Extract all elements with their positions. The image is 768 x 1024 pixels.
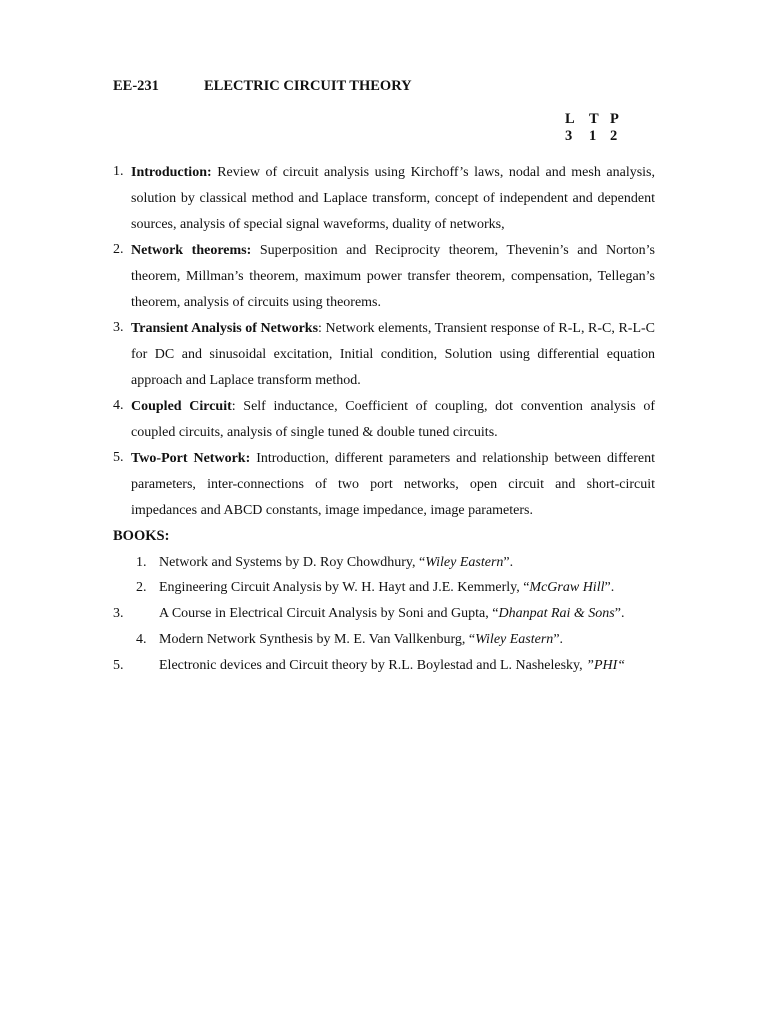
unit-title: Network theorems: xyxy=(131,243,252,258)
unit-text: Introduction, different parameters and relationship between different parameters, inter-connections of two port networks, open circuit and short-circuit impedances and ABCD constants, image impedance, image parameters. xyxy=(131,451,655,518)
course-code: EE-231 xyxy=(113,78,159,94)
syllabus-unit-1 xyxy=(113,160,655,238)
book-publisher: Wiley Eastern xyxy=(475,632,554,647)
book-number: 1. xyxy=(136,555,147,570)
unit-number: 4. xyxy=(113,398,124,413)
unit-title: Coupled Circuit xyxy=(131,399,232,414)
unit-paragraph xyxy=(131,316,655,394)
syllabus-unit-2 xyxy=(113,238,655,316)
book-publisher: Wiley Eastern xyxy=(425,555,504,570)
book-publisher: ”PHI“ xyxy=(586,658,626,673)
unit-number: 3. xyxy=(113,320,124,335)
ltp-value-p: 2 xyxy=(610,128,618,144)
book-publisher: McGraw Hill xyxy=(529,580,605,595)
book-number: 2. xyxy=(136,580,147,595)
book-text: Electronic devices and Circuit theory by R.L. Boylestad and L. Nashelesky, xyxy=(159,658,587,673)
unit-paragraph xyxy=(131,238,655,316)
book-entry xyxy=(159,580,614,596)
book-publisher: Dhanpat Rai & Sons xyxy=(498,606,615,621)
ltp-label-t: T xyxy=(589,111,599,127)
unit-paragraph xyxy=(131,394,655,446)
unit-number: 5. xyxy=(113,450,124,465)
book-end: ”. xyxy=(503,555,514,570)
unit-paragraph xyxy=(131,446,655,524)
book-end: ”. xyxy=(553,632,564,647)
ltp-label-p: P xyxy=(610,111,619,127)
unit-title: Transient Analysis of Networks xyxy=(131,321,319,336)
unit-number: 1. xyxy=(113,164,124,179)
syllabus-unit-4 xyxy=(113,394,655,446)
unit-number: 2. xyxy=(113,242,124,257)
book-entry xyxy=(159,606,624,622)
syllabus-unit-3 xyxy=(113,316,655,394)
book-entry xyxy=(159,632,563,648)
book-text: A Course in Electrical Circuit Analysis by Soni and Gupta, “ xyxy=(159,606,499,621)
book-entry xyxy=(159,658,625,674)
book-end: ”. xyxy=(614,606,625,621)
ltp-label-l: L xyxy=(565,111,575,127)
ltp-value-t: 1 xyxy=(589,128,597,144)
book-entry xyxy=(159,555,513,571)
unit-text: Superposition and Reciprocity theorem, Thevenin’s and Norton’s theorem, Millman’s theorem, maximum power transfer theorem, compensation, Tellegan’s theorem, analysis of circuits using theorems. xyxy=(131,243,655,310)
unit-title: Two-Port Network: xyxy=(131,451,251,466)
unit-paragraph xyxy=(131,160,655,238)
book-text: Modern Network Synthesis by M. E. Van Vallkenburg, “ xyxy=(159,632,476,647)
book-end: ”. xyxy=(604,580,615,595)
unit-text: Review of circuit analysis using Kirchoff’s laws, nodal and mesh analysis, solution by classical method and Laplace transform, concept of independent and dependent sources, analysis of special signal waveforms, duality of networks, xyxy=(131,165,655,232)
book-text: Network and Systems by D. Roy Chowdhury, “ xyxy=(159,555,426,570)
book-number: 5. xyxy=(113,658,124,673)
book-number: 4. xyxy=(136,632,147,647)
unit-text: : Network elements, Transient response of R-L, R-C, R-L-C for DC and sinusoidal excitation, Initial condition, Solution using differential equation approach and Laplace transform method. xyxy=(131,321,655,388)
book-number: 3. xyxy=(113,606,124,621)
syllabus-unit-5 xyxy=(113,446,655,524)
course-title: ELECTRIC CIRCUIT THEORY xyxy=(204,78,412,94)
books-heading: BOOKS: xyxy=(113,528,170,544)
unit-title: Introduction: xyxy=(131,165,212,180)
unit-text: : Self inductance, Coefficient of coupling, dot convention analysis of coupled circuits, analysis of single tuned & double tuned circuits. xyxy=(131,399,655,440)
book-text: Engineering Circuit Analysis by W. H. Hayt and J.E. Kemmerly, “ xyxy=(159,580,530,595)
ltp-value-l: 3 xyxy=(565,128,573,144)
